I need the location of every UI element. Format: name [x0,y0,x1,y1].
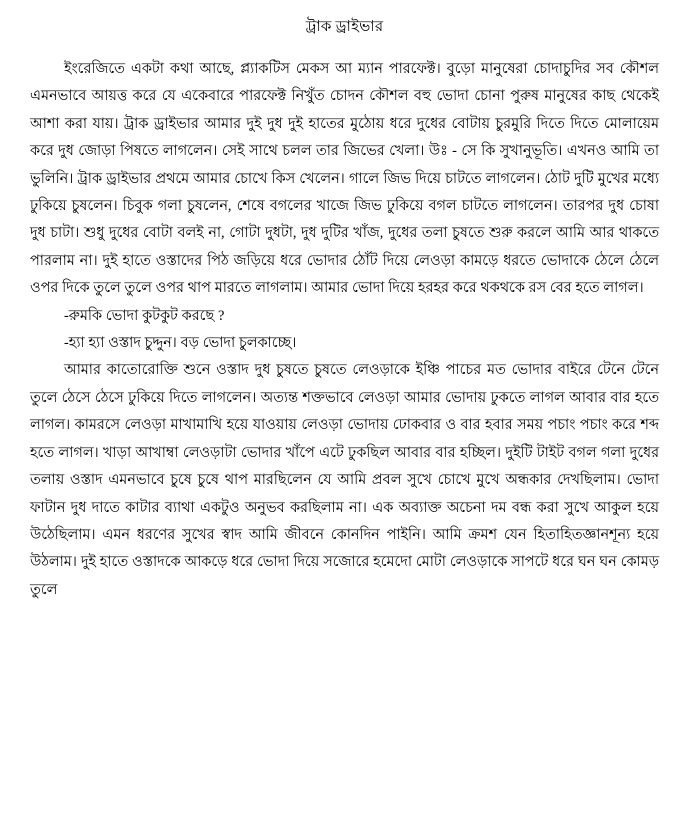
paragraph-3: -হ্যা হ্যা ওস্তাদ চুদ্দুন। বড় ভোদা চুলকাচ্ছে। [64,335,297,352]
document-body [30,56,659,604]
page-title: ট্রাক ড্রাইভার [305,19,384,35]
paragraph-1: ইংরেজিতে একটা কথা আছে, প্ল্যাকটিস মেকস আ ম্যান পারফেক্ট। বুড়ো মানুষেরা চোদাচুদির সব কৌশল এমনভাবে আয়ত্ত করে যে একেবারে পারফেক্ট নিখুঁত চোদন কৌশল বহু ভোদা চোনা পুরুষ মানুষের কাছ থেকেই আশা করা যায়। ট্রাক ড্রাইভার আমার দুই দুধ দুই হাতের মুঠোয় ধরে দুধের বোটায় চুরমুরি দিতে দিতে মোলায়েম করে দুধ জোড়া পিষতে লাগলেন। সেই সাথে চলল তার জিভের খেলা। উঃ - সে কি সুখানুভূতি। এখনও আমি তা ভুলিনি। ট্রাক ড্রাইভার প্রথমে আমার চোখে কিস খেলেন। গালে জিভ দিয়ে চাটতে লাগলেন। ঠোট দুটি মুখের মধ্যে ঢুকিয়ে চুষলেন। চিবুক গলা চুষলেন, শেষে বগলের খাজে জিভ ঢুকিয়ে বগল চাটতে লাগলেন। তারপর দুধ চোষা দুধ চাটা। শুধু দুধের বোটা বলই না, গোটা দুধটা, দুধ দুটির খাঁজ, দুধের তলা চুষতে শুরু করলে আমি আর থাকতে পারলাম না। দুই হাতে ওস্তাদের পিঠ জড়িয়ে ধরে ভোদার ঠোঁট দিয়ে লেওড়া কামড়ে ধরতে ভোদাকে ঠেলে ঠেলে ওপর দিকে তুলে তুলে ওপর থাপ মারতে লাগলাম। আমার ভোদা দিয়ে হরহর করে থকথকে রস বের হতে লাগল। [30,61,659,297]
paragraph-4: আমার কাতোরোক্তি শুনে ওস্তাদ দুধ চুষতে চুষতে লেওড়াকে ইঞ্চি পাচের মত ভোদার বাইরে টেনে টেনে তুলে ঠেসে ঠেসে ঢুকিয়ে দিতে লাগলেন। অত্যন্ত শক্তভাবে লেওড়া আমার ভোদায় ঢুকতে লাগল আবার বার হতে লাগল। কামরসে লেওড়া মাখামাখি হয়ে যাওয়ায় লেওড়া ভোদায় ঢোকবার ও বার হবার সময় পচাং পচাং করে শব্দ হতে লাগল। খাড়া আখাম্বা লেওড়াটা ভোদার খাঁপে এটে ঢুকছিল আবার বার হচ্ছিল। দুইটি টাইট বগল গলা দুধের তলায় ওস্তাদ এমনভাবে চুষে চুষে থাপ মারছিলেন যে আমি প্রবল সুখে চোখে মুখে অন্ধকার দেখছিলাম। ভোদা ফাটান দুধ দাতে কাটার ব্যাথা একটুও অনুভব করছিলাম না। এক অব্যাক্ত অচেনা দম বন্ধ করা সুখে আকুল হয়ে উঠেছিলাম। এমন ধরণের সুখের স্বাদ আমি জীবনে কোনদিন পাইনি। আমি ক্রমশ যেন হিতাহিতজ্ঞানশূন্য হয়ে উঠলাম। দুই হাতে ওস্তাদকে আকড়ে ধরে ভোদা দিয়ে সজোরে হমেদো মোটা লেওড়াকে সাপটে ধরে ঘন ঘন কোমড় তুলে [30,362,659,598]
paragraph-2: -রুমকি ভোদা কুটকুট করছে ? [64,307,225,324]
